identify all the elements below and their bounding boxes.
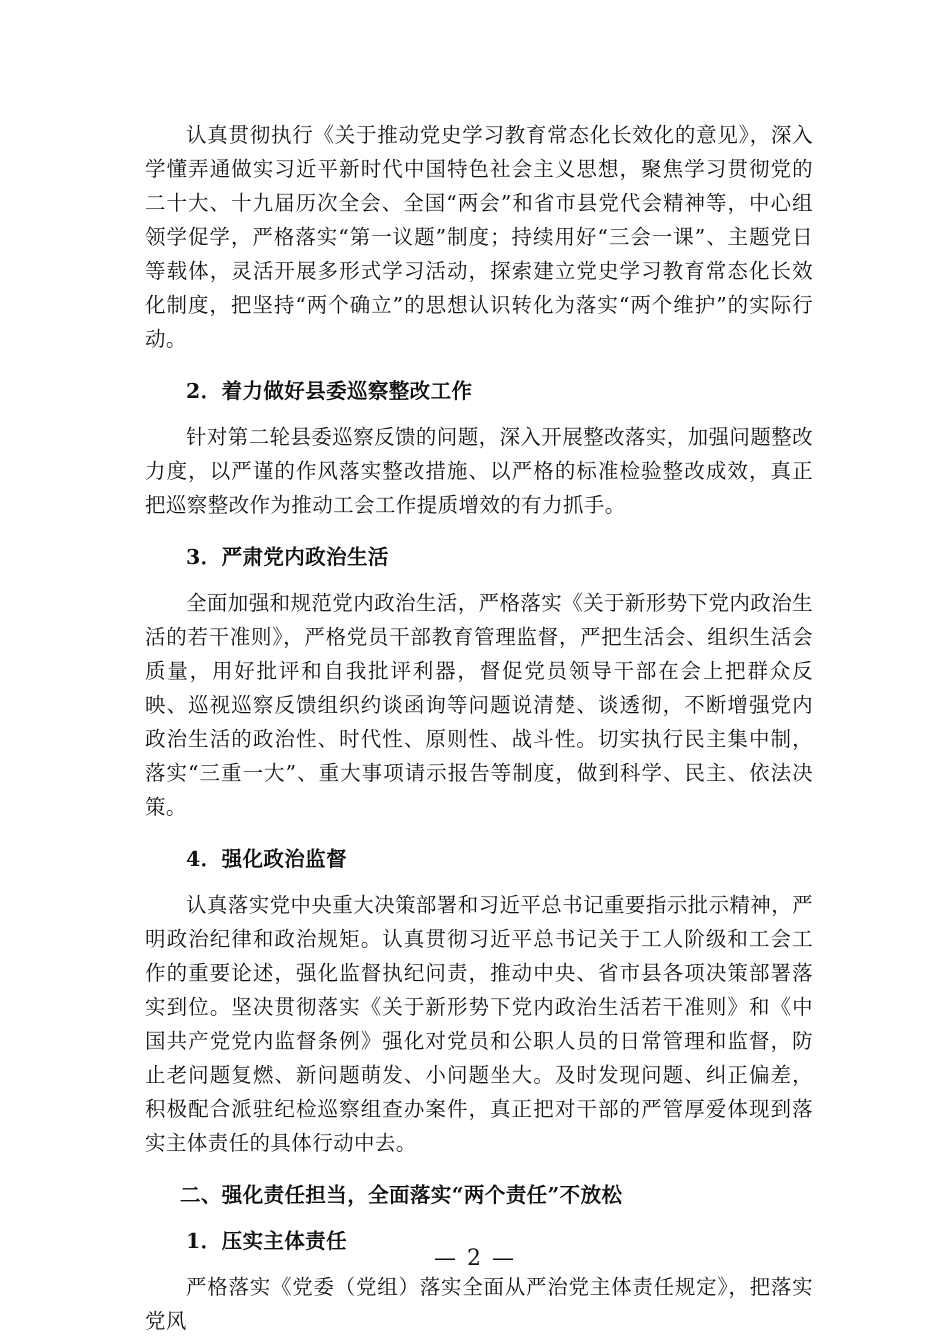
paragraph-main-responsibility: 严格落实《党委（党组）落实全面从严治党主体责任规定》，把落实党风	[145, 1275, 813, 1333]
paragraph-political-life: 全面加强和规范党内政治生活，严格落实《关于新形势下党内政治生活的若干准则》，严格党员干部教育管理监督，严把生活会、组织生活会质量，用好批评和自我批评利器，督促党员领导干部在会上把群众反映、巡视巡察反馈组织约谈函询等问题说清楚、谈透彻，不断增强党内政治生活的政治性、时代性、原则性、战斗性。切实执行民主集中制，落实“三重一大”、重大事项请示报告等制度，做到科学、民主、依法决策。	[145, 591, 813, 819]
paragraph-study: 认真贯彻执行《关于推动党史学习教育常态化长效化的意见》，深入学懂弄通做实习近平新时代中国特色社会主义思想，聚焦学习贯彻党的二十大、十九届历次全会、全国“两会”和省市县党代会精神等，中心组领学促学，严格落实“第一议题”制度；持续用好“三会一课”、主题党日等载体，灵活开展多形式学习活动，探索建立党史学习教育常态化长效化制度，把坚持“两个确立”的思想认识转化为落实“两个维护”的实际行动。	[145, 123, 813, 351]
heading-main-responsibility: 1．压实主体责任	[186, 1229, 347, 1253]
heading-political-life: 3．严肃党内政治生活	[186, 545, 389, 569]
heading-inspection-rectification: 2．着力做好县委巡察整改工作	[186, 379, 473, 403]
paragraph-inspection-rectification: 针对第二轮县委巡察反馈的问题，深入开展整改落实，加强问题整改力度，以严谨的作风落实整改措施、以严格的标准检验整改成效，真正把巡察整改作为推动工会工作提质增效的有力抓手。	[145, 425, 813, 517]
paragraph-political-supervision: 认真落实党中央重大决策部署和习近平总书记重要指示批示精神，严明政治纪律和政治规矩。认真贯彻习近平总书记关于工人阶级和工会工作的重要论述，强化监督执纪问责，推动中央、省市县各项决策部署落实到位。坚决贯彻落实《关于新形势下党内政治生活若干准则》和《中国共产党党内监督条例》强化对党员和公职人员的日常管理和监督，防止老问题复燃、新问题萌发、小问题坐大。及时发现问题、纠正偏差，积极配合派驻纪检巡察组查办案件，真正把对干部的严管厚爱体现到落实主体责任的具体行动中去。	[145, 893, 813, 1155]
heading-section-two: 二、强化责任担当，全面落实“两个责任”不放松	[180, 1183, 623, 1207]
page-number: — 2 —	[434, 1246, 516, 1271]
document-body	[145, 118, 813, 1338]
heading-political-supervision: 4．强化政治监督	[186, 847, 347, 871]
